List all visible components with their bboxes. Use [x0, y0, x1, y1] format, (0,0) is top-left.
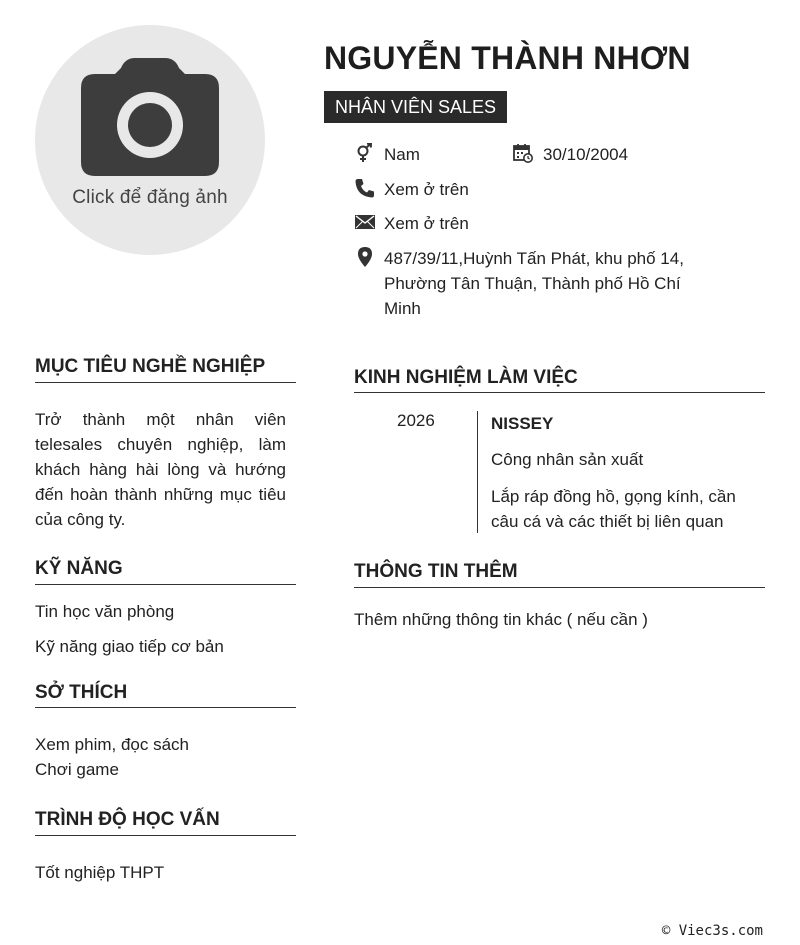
experience-section-title: KINH NGHIỆM LÀM VIỆC [354, 367, 578, 388]
experience-company: NISSEY [491, 414, 554, 433]
hobby-item: Xem phim, đọc sách [35, 735, 190, 754]
additional-info-text: Thêm những thông tin khác ( nếu cần ) [354, 610, 648, 629]
gender-icon [355, 143, 375, 163]
skills-section-title: KỸ NĂNG [35, 558, 123, 579]
timeline-divider [477, 411, 478, 533]
phone-value: Xem ở trên [384, 180, 469, 199]
objective-section-title: MỤC TIÊU NGHỀ NGHIỆP [35, 356, 266, 377]
address-line: 487/39/11,Huỳnh Tấn Phát, khu phố 14, [384, 249, 684, 268]
section-divider [354, 587, 765, 588]
address-line: Phường Tân Thuận, Thành phố Hồ Chí [384, 274, 681, 293]
skill-item: Kỹ năng giao tiếp cơ bản [35, 637, 224, 656]
calendar-icon [513, 143, 533, 163]
job-title-badge: NHÂN VIÊN SALES [324, 91, 507, 123]
email-value: Xem ở trên [384, 214, 469, 233]
section-divider [35, 707, 296, 708]
experience-position: Công nhân sản xuất [491, 450, 644, 469]
envelope-icon [355, 212, 375, 232]
experience-description: Lắp ráp đồng hồ, gọng kính, cần câu cá và các thiết bị liên quan [491, 487, 736, 531]
birthdate-value: 30/10/2004 [543, 145, 629, 164]
camera-icon [81, 58, 219, 176]
education-section-title: TRÌNH ĐỘ HỌC VẤN [35, 809, 220, 830]
copyright-text: © Viec3s.com [661, 923, 763, 939]
address-value [384, 246, 684, 321]
section-divider [35, 835, 296, 836]
avatar-upload[interactable] [35, 25, 265, 255]
avatar-caption: Click để đăng ảnh [72, 187, 228, 208]
skill-item: Tin học văn phòng [35, 602, 175, 621]
address-line: Minh [384, 299, 421, 318]
experience-year: 2026 [397, 411, 435, 430]
section-divider [354, 392, 765, 393]
phone-icon [355, 178, 375, 198]
section-divider [35, 584, 296, 585]
hobbies-section-title: SỞ THÍCH [35, 682, 128, 703]
full-name: NGUYỄN THÀNH NHƠN [324, 40, 691, 76]
hobby-item: Chơi game [35, 760, 119, 779]
location-pin-icon [355, 247, 375, 267]
additional-info-section-title: THÔNG TIN THÊM [354, 561, 518, 582]
education-item: Tốt nghiệp THPT [35, 863, 165, 882]
objective-text: Trở thành một nhân viên telesales chuyên nghiệp, làm khách hàng hài lòng và hướng đến hoàn thành những mục tiêu của công ty. [35, 410, 286, 529]
gender-value: Nam [384, 145, 420, 164]
section-divider [35, 382, 296, 383]
